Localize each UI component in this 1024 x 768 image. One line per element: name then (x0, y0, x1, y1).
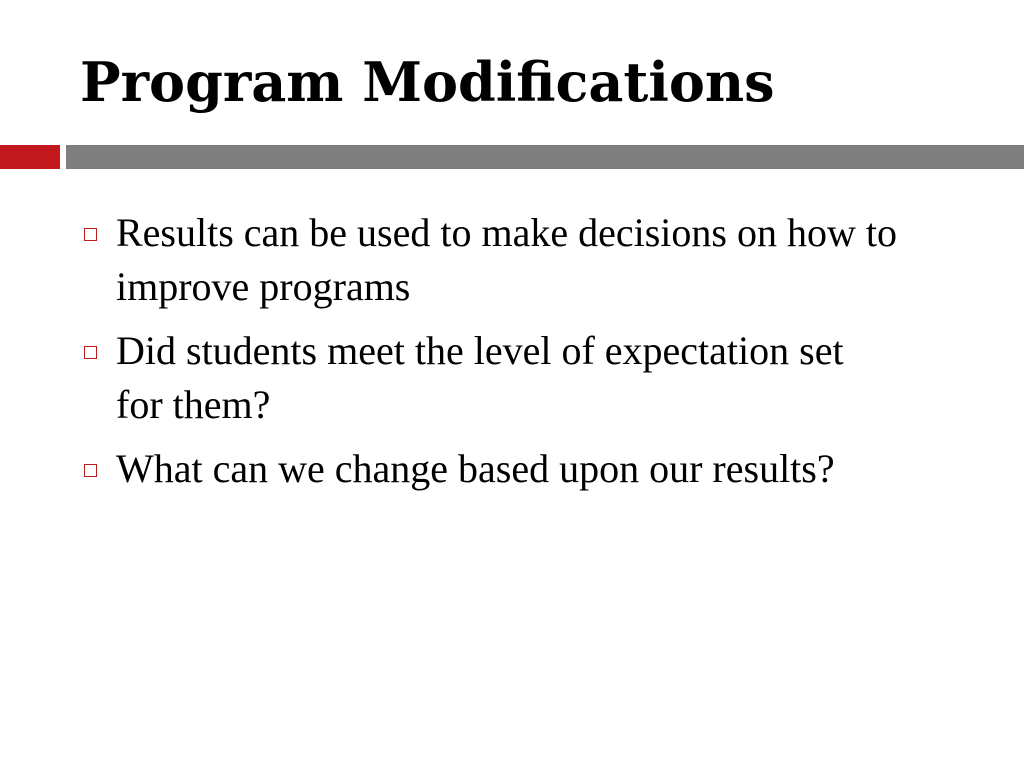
title-accent-bar-gray (66, 145, 1024, 169)
bullet-item (80, 324, 900, 432)
bullet-list (80, 206, 900, 506)
title-accent-bar-red (0, 145, 60, 169)
slide-title: Program Modifications (80, 50, 775, 114)
bullet-item (80, 442, 900, 496)
square-bullet-icon (84, 346, 97, 359)
bullet-text: What can we change based upon our results? (116, 446, 835, 491)
bullet-text: Results can be used to make decisions on how to improve programs (116, 210, 897, 309)
square-bullet-icon (84, 228, 97, 241)
bullet-item (80, 206, 900, 314)
bullet-text: Did students meet the level of expectation set for them? (116, 328, 844, 427)
square-bullet-icon (84, 464, 97, 477)
